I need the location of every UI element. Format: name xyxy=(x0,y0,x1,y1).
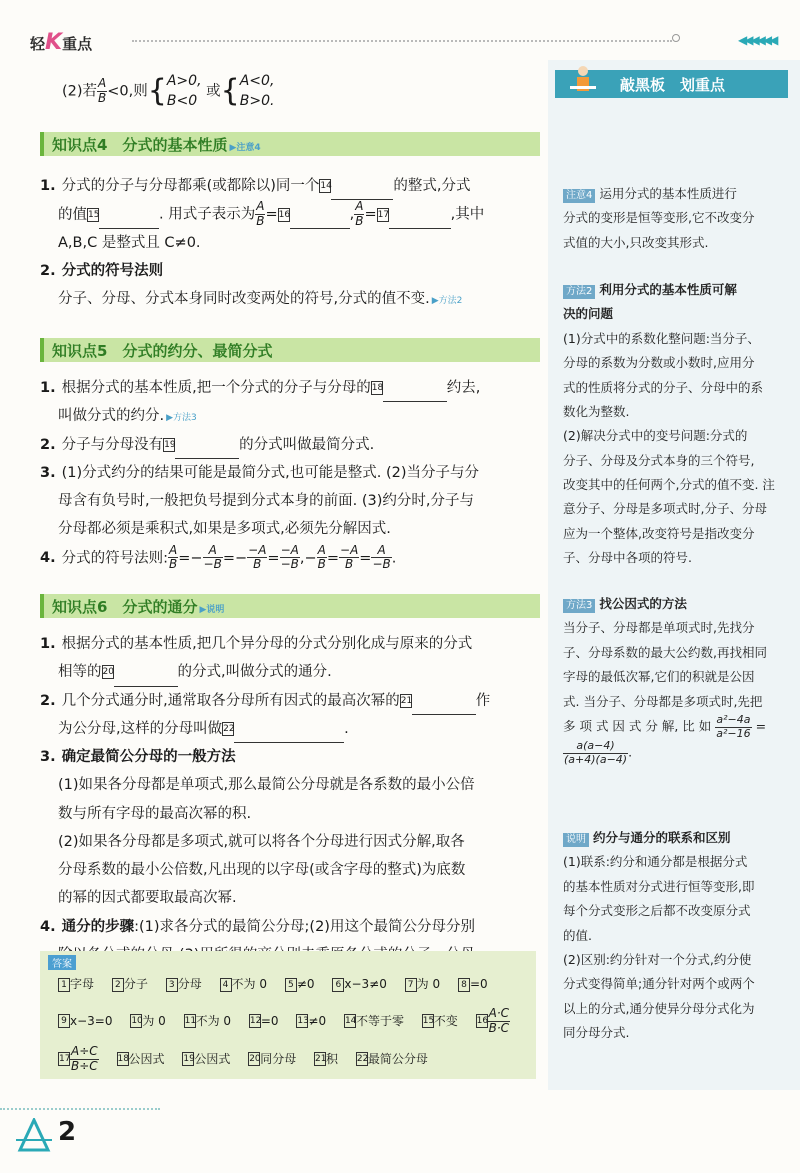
answer-row-3: 17 $\frac{A\div C}{B\div C}$ 18公因式 19公因式 20同分母 21积 22最简公分母 xyxy=(59,1044,428,1073)
k5-items: 1. 根据分式的基本性质,把一个分式的分子与分母的18 约去, 叫做分式的约分. ▶方法3 2. 分子与分母没有19 的分式叫做最简分式. 3. (1)分式约分的结果可能是最简分式,也可能是整式. (2)当分子与分 母含有负号时,一般把负号提到分式本身的前面. (3)约分时,分子与 分母都必须是乘积式,如果是多项式,必须先分解因式. 4. 分式的符号法则: $\frac{A}{B}$ =− $\frac{A}{-B}$ =− $\frac{-A}{B}$ = $\frac{-A}{-B}$ ,− $\frac{A}{B}$ = $\frac{-A}{B}$ = $\frac{A}{-B}$ . xyxy=(40,380,481,572)
sidebar-method3: 方法3 找公因式的方法 当分子、分母都是单项式时,先找分 子、分母系数的最大公约数,再找相同 字母的最低次幂,它们的积就是公因 式. 当分子、分母都是多项式时,先把 多 项 式 因 式 分 解, 比 如 $\frac{\text{a²−4a}}{\text{a²−16}}$ = $\frac{a(a-4)}{(a+4)(a-4)}$ . xyxy=(563,596,767,766)
sidebar-header: 敲黑板 划重点 xyxy=(555,70,788,98)
header-divider xyxy=(132,40,672,42)
k6-items: 1. 根据分式的基本性质,把几个异分母的分式分别化成与原来的分式 相等的20 的分式,叫做分式的通分. 2. 几个分式通分时,通常取各分母所有因式的最高次幂的21 作 为公分母,这样的分母叫做22 . 3. 确定最简公分母的一般方法 (1)如果各分母都是单项式,那么最简公分母就是各系数的最小公倍 数与所有字母的最高次幂的积. (2)如果各分母都是多项式,就可以将各个分母进行因式分解,取各 分母系数的最小公倍数,凡出现的以字母(或含字母的整式)为底数 的幂的因式都要取最高次幂. 4. 通分的步骤:(1)求各分式的最简公分母;(2)用这个最简公分母分别 xyxy=(40,636,491,935)
header-circle-icon xyxy=(672,34,680,42)
sidebar-method2: 方法2 利用分式的基本性质可解 决的问题 (1)分式中的系数化整问题:当分子、 分母的系数为分数或小数时,应用分 式的性质将分式的分子、分母中的系 数化为整数. (2)解决分式中的变号问题:分式的 分子、分母及分式本身的三个符号, 改变其中的任何两个,分式的值不变. 注 意分子、分母是多项式时,分子、分母 应为一个整体,改变符号是指改变分 子、分母中各项的符号. xyxy=(563,282,775,566)
section-title-k4: 知识点4 分式的基本性质 ▶注意4 xyxy=(40,132,540,156)
footer-divider xyxy=(0,1108,160,1110)
answer-row-1: 1 字母 2 分子 3 分母 4 不为 0 5 ≠0 6 x−3≠0 7 为 0 8 =0 xyxy=(58,975,502,992)
intro-condition: (2)若 $\frac{A}{B}$ <0,则{A>0, B<0 或{A<0, B>0. xyxy=(62,73,275,109)
k4-item1: 1. 分式的分子与分母都乘(或都除以)同一个14 的整式,分式 的值15 . 用式子表示为 $\frac{A}{B}$ =16 , $\frac{A}{B}$ =17 ,其中 A,B,C 是整式且 C≠0. 2. 分式的符号法则 分子、分母、分式本身同时改变两处的符号,分式的值不变. ▶方法2 xyxy=(40,178,485,308)
sidebar-note4: 注意4 运用分式的基本性质进行 分式的变形是恒等变形,它不改变分 式值的大小,只改变其形式. xyxy=(563,186,755,250)
answer-label: 答案 xyxy=(48,955,76,970)
section-title-k5: 知识点5 分式的约分、最简分式 xyxy=(40,338,540,362)
answer-row-2: 9 x−3=0 10为 0 11不为 0 12=0 13≠0 14不等于零 15不变 16 $\frac{A\cdot C}{B\cdot C}$ xyxy=(58,1007,524,1036)
header-arrows-icon: ◀◀◀◀◀◀ xyxy=(738,33,776,47)
section-title-k6: 知识点6 分式的通分 ▶说明 xyxy=(40,594,540,618)
teacher-icon xyxy=(570,64,596,98)
sidebar-explanation: 说明 约分与通分的联系和区别 (1)联系:约分和通分都是根据分式 的基本性质对分式进行恒等变形,即 每个分式变形之后都不改变原分式 的值. (2)区别:约分针对一个分式,约分使 分式变得简单;通分针对两个或两个 以上的分式,通分使异分母分式化为 同分母分式. xyxy=(563,830,755,1040)
series-logo: 轻K重点 xyxy=(30,30,93,55)
compass-logo-icon xyxy=(14,1118,54,1152)
answer-box xyxy=(40,951,536,1079)
page-number: 2 xyxy=(58,1117,77,1147)
